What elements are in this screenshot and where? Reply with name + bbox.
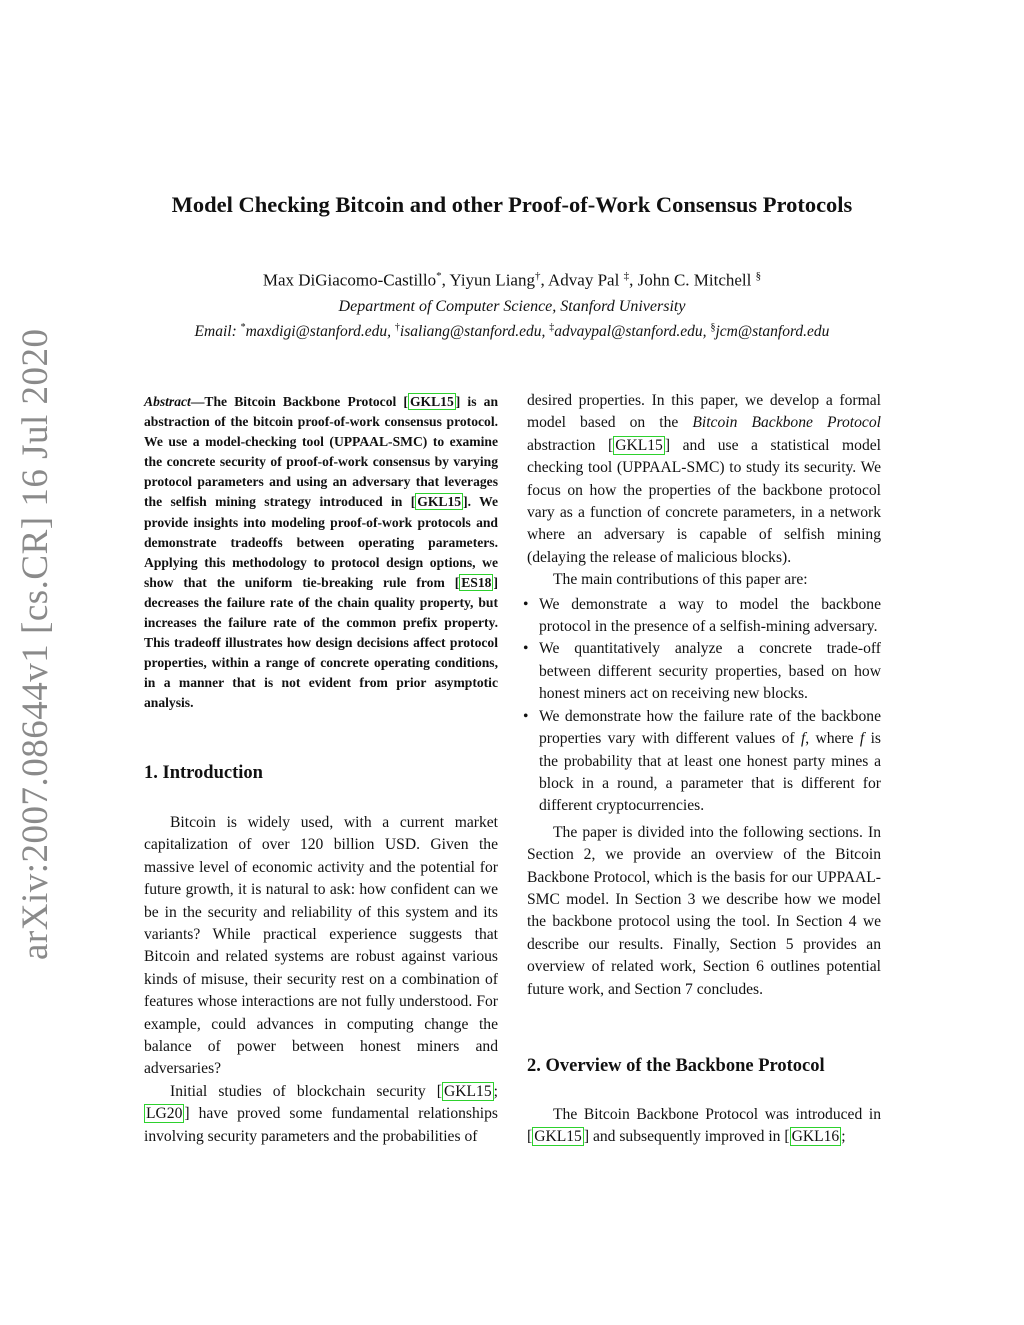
list-item <box>523 594 881 639</box>
abstract-text-3: ]. We provide insights into modeling proof-of-work protocols and demonstrate tradeoffs between operating parameters. Applying this methodology to protocol design options, we show that the uniform tie-breaking rule from [ <box>144 494 498 590</box>
overview-paragraph <box>527 1104 881 1149</box>
contributions-intro: The main contributions of this paper are: <box>553 571 808 589</box>
bullet-3-text-a: We demonstrate how the failure rate of the backbone properties vary with different values of <box>539 707 881 748</box>
abstract-text-4: ] decreases the failure rate of the chain quality property, but increases the failure rate of the common prefix property. This tradeoff illustrates how design decisions affect protocol properties, within a range of concrete operating conditions, in a manner that is not evident from prior asymptotic analysis. <box>144 574 498 711</box>
intro-text-c: ] have proved some fundamental relationships involving security parameters and the probabilities of <box>144 1105 498 1145</box>
author-1: Max DiGiacomo-Castillo <box>262 270 437 290</box>
bullet-3-text-b: , where <box>805 730 860 748</box>
bullet-1-text: We demonstrate a way to model the backbone protocol in the presence of a selfish-mining adversary. <box>539 595 881 636</box>
cont-text-b: abstraction [ <box>527 436 614 454</box>
introduction-body <box>144 812 498 1148</box>
email-4-mark: § <box>710 322 716 333</box>
citation-link[interactable]: GKL15 <box>615 436 663 454</box>
list-item <box>523 706 881 818</box>
author-4-mark: § <box>755 270 762 282</box>
author-4: John C. Mitchell <box>637 270 752 290</box>
citation-link[interactable]: GKL15 <box>417 494 462 510</box>
citation-link[interactable]: GKL15 <box>534 1128 582 1146</box>
intro-paragraph-2 <box>144 1081 498 1148</box>
intro-paragraph-1: Bitcoin is widely used, with a current market capitalization of over 120 billion USD. Given the massive level of economic activity and the potential for future growth, it is natural to ask: how confident can we be in the security and reliability of this system and its variants? While practical experience suggests that Bitcoin and related systems are robust against various kinds of misuse, their security rest on a combination of features whose interactions are not fully understood. For example, could advances in computing change the balance of power between honest miners and adversaries? <box>144 814 498 1078</box>
author-1-mark: * <box>436 270 442 282</box>
bullet-icon: • <box>523 640 529 658</box>
cont-text-c: ] and use a statistical model checking tool (UPPAAL-SMC) to study its security. We focus on how the properties of the backbone protocol vary as a function of concrete parameters, in a network where an adversary is capable of selfish mining (delaying the release of malicious blocks). <box>527 436 881 566</box>
email-2-mark: † <box>394 322 400 333</box>
section-heading-introduction: 1. Introduction <box>144 763 263 783</box>
citation-link[interactable]: GKL16 <box>791 1128 840 1146</box>
bullet-icon: • <box>523 707 529 725</box>
intro-text-b: ; <box>493 1082 498 1100</box>
cont-text-a: desired properties. In this paper, we develop a formal model based on the <box>527 392 881 432</box>
variable-f: f <box>859 730 865 748</box>
citation-link[interactable]: LG20 <box>146 1105 183 1123</box>
arxiv-stamp: arXiv:2007.08644v1 [cs.CR] 16 Jul 2020 <box>15 328 56 960</box>
author-2: Yiyun Liang <box>449 270 535 290</box>
sections-paragraph: The paper is divided into the following sections. In Section 2, we provide an overview of the Bitcoin Backbone Protocol, which is the basis for our UPPAAL-SMC model. In Section 3 we describe how we model the backbone protocol using the tool. In Section 4 we describe our results. Finally, Section 5 provides an overview of related work, Section 6 outlines potential future work, and Section 7 concludes. <box>527 823 881 998</box>
affiliation: Department of Computer Science, Stanford University <box>338 298 686 315</box>
author-3-mark: ‡ <box>623 270 630 282</box>
email-1-mark: * <box>240 322 246 333</box>
overview-body <box>527 1104 881 1149</box>
bullet-icon: • <box>523 595 529 613</box>
over-text-a: The Bitcoin Backbone Protocol was introduced in [ <box>527 1106 881 1146</box>
section-heading-overview: 2. Overview of the Backbone Protocol <box>527 1056 825 1076</box>
bullet-2-text: We quantitatively analyze a concrete trade-off between different security properties, based on how honest miners act on receiving new blocks. <box>539 640 881 703</box>
bullet-3-text-c: is the probability that at least one honest party mines a block in a round, a parameter that is different for different cryptocurrencies. <box>539 730 881 815</box>
intro-continuation <box>527 390 881 569</box>
variable-f: f <box>800 730 806 748</box>
right-column-body <box>523 390 881 1001</box>
list-item <box>523 638 881 705</box>
author-list: Max DiGiacomo-Castillo*, Yiyun Liang†, Advay Pal ‡, John C. Mitchell § <box>262 270 762 290</box>
citation-link[interactable]: ES18 <box>461 574 492 590</box>
intro-text-a: Initial studies of blockchain security [ <box>170 1082 442 1100</box>
paper-title: Model Checking Bitcoin and other Proof-of-Work Consensus Protocols <box>171 192 853 217</box>
citation-link[interactable]: GKL15 <box>409 394 454 409</box>
email-3-mark: ‡ <box>549 322 555 333</box>
over-text-c: ; <box>841 1128 846 1146</box>
cont-emphasis: Bitcoin Backbone Protocol <box>692 414 881 432</box>
email-label: Email: <box>194 323 237 341</box>
email-line <box>0 322 1024 341</box>
email-1[interactable]: maxdigi@stanford.edu, <box>245 323 392 341</box>
abstract-text-1: —The Bitcoin Backbone Protocol [ <box>190 394 408 409</box>
abstract-lead: Abstract <box>144 394 191 409</box>
abstract <box>144 392 498 714</box>
abstract-text-2: ] is an abstraction of the bitcoin proof-of-work consensus protocol. We use a model-checking tool (UPPAAL-SMC) to examine the concrete security of proof-of-work consensus by varying protocol parameters and using an adversary that leverages the selfish mining strategy introduced in [ <box>144 394 499 510</box>
citation-link[interactable]: GKL15 <box>444 1082 492 1100</box>
contributions-list <box>523 594 881 818</box>
author-3: Advay Pal <box>548 270 620 290</box>
over-text-b: ] and subsequently improved in [ <box>583 1128 790 1146</box>
email-4[interactable]: jcm@stanford.edu <box>715 323 830 341</box>
email-2[interactable]: isaliang@stanford.edu, <box>399 323 546 341</box>
email-3[interactable]: advaypal@stanford.edu, <box>554 323 707 341</box>
author-2-mark: † <box>534 270 541 282</box>
